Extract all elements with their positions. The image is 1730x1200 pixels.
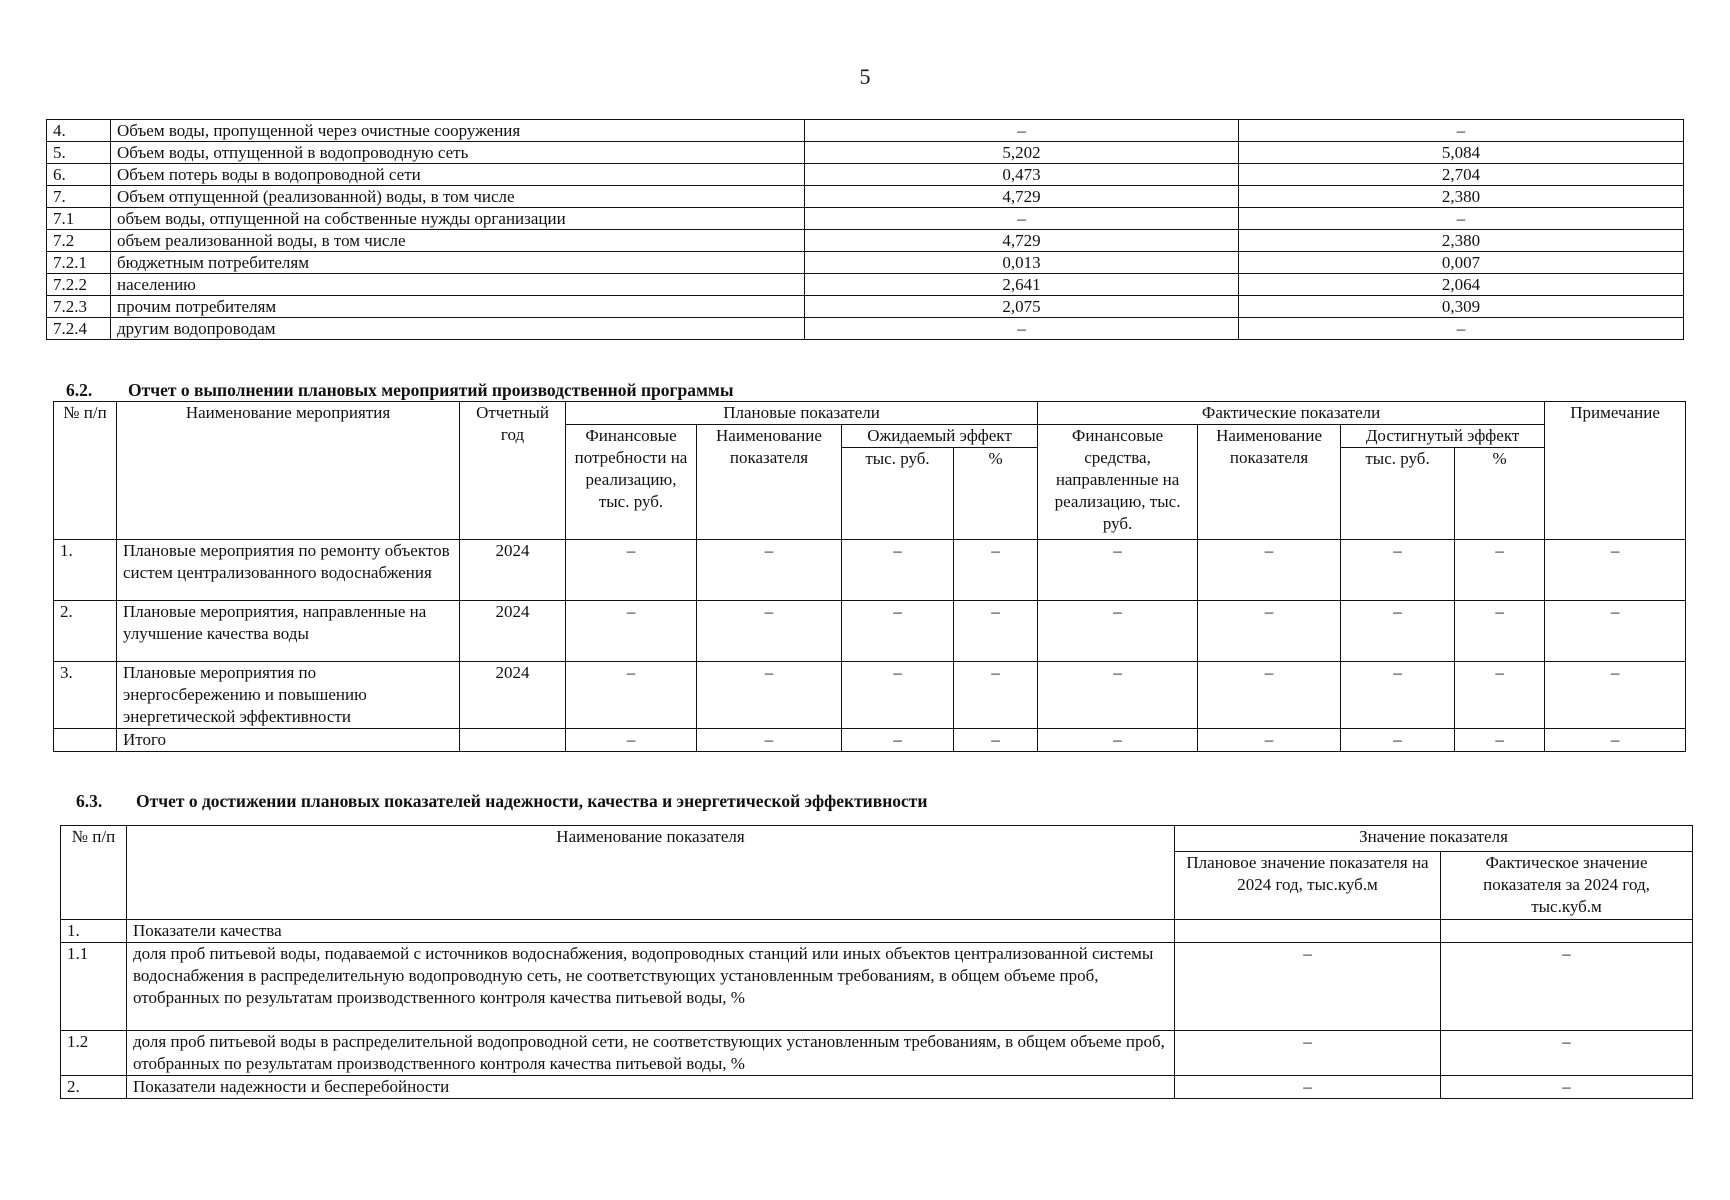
empty-cell: [54, 729, 117, 752]
dash-cell: –: [954, 540, 1038, 601]
planned-value: 4,729: [805, 230, 1239, 252]
row-number: 4.: [47, 120, 111, 142]
planned-value: –: [805, 208, 1239, 230]
table-row: [47, 252, 1684, 274]
dash-cell: –: [566, 540, 697, 601]
actual-value: –: [1239, 120, 1684, 142]
plan-value: [1175, 920, 1441, 943]
dash-cell: –: [1341, 729, 1455, 752]
dash-cell: –: [1198, 601, 1341, 662]
row-number: 7.2.3: [47, 296, 111, 318]
planned-value: –: [805, 318, 1239, 340]
dash-cell: –: [1341, 601, 1455, 662]
table-row: [47, 274, 1684, 296]
measure-name: Плановые мероприятия по ремонту объектов систем централизованного водоснабжения: [117, 540, 460, 601]
dash-cell: –: [1455, 601, 1545, 662]
actual-value: 2,380: [1239, 186, 1684, 208]
row-number: 5.: [47, 142, 111, 164]
table-row: [61, 920, 1693, 943]
dash-cell: –: [842, 540, 954, 601]
dash-cell: –: [1455, 662, 1545, 729]
actual-value: 2,704: [1239, 164, 1684, 186]
row-number: 7.2.2: [47, 274, 111, 296]
section-number: 6.3.: [76, 791, 103, 811]
note-header: Примечание: [1545, 402, 1686, 540]
report-year: 2024: [460, 540, 566, 601]
dash-cell: –: [697, 729, 842, 752]
table-row: [54, 662, 1686, 729]
row-number: 1.1: [61, 943, 127, 1031]
actual-value: 0,007: [1239, 252, 1684, 274]
row-number: 7.2.1: [47, 252, 111, 274]
row-number: 7.2: [47, 230, 111, 252]
plan-thous-rub-header: тыс. руб.: [842, 448, 954, 540]
plan-value-header: Плановое значение показателя на 2024 год, тыс.куб.м: [1175, 852, 1441, 920]
col-name-header: Наименование показателя: [127, 826, 1175, 920]
dash-cell: –: [1545, 601, 1686, 662]
expected-effect-header: Ожидаемый эффект: [842, 425, 1038, 448]
dash-cell: –: [842, 729, 954, 752]
fact-value: [1441, 920, 1693, 943]
dash-cell: –: [697, 601, 842, 662]
table-row: [47, 296, 1684, 318]
planned-value: –: [805, 120, 1239, 142]
row-name: бюджетным потребителям: [111, 252, 805, 274]
indicator-name: доля проб питьевой воды в распределительной водопроводной сети, не соответствующих установленным требованиям, в общем объеме проб, отобранных по результатам производственного контроля качества питьевой воды, %: [127, 1031, 1175, 1076]
planned-value: 4,729: [805, 186, 1239, 208]
table-row: [47, 230, 1684, 252]
col-name-header: Наименование мероприятия: [117, 402, 460, 540]
table-row: [61, 1076, 1693, 1099]
plan-percent-header: %: [954, 448, 1038, 540]
dash-cell: –: [1545, 729, 1686, 752]
section-title: Отчет о достижении плановых показателей надежности, качества и энергетической эффективности: [136, 791, 928, 811]
dash-cell: –: [1341, 540, 1455, 601]
indicator-name: Показатели качества: [127, 920, 1175, 943]
fact-thous-rub-header: тыс. руб.: [1341, 448, 1455, 540]
plan-value: –: [1175, 1031, 1441, 1076]
dash-cell: –: [1198, 662, 1341, 729]
table-row: [61, 943, 1693, 1031]
row-number: 2.: [54, 601, 117, 662]
actual-value: 0,309: [1239, 296, 1684, 318]
table-row: [47, 120, 1684, 142]
dash-cell: –: [566, 729, 697, 752]
planned-value: 0,473: [805, 164, 1239, 186]
fact-value-header: Фактическое значение показателя за 2024 год, тыс.куб.м: [1441, 852, 1693, 920]
row-name: прочим потребителям: [111, 296, 805, 318]
dash-cell: –: [1198, 729, 1341, 752]
section-6-3-heading: [76, 791, 927, 812]
row-number: 7.2.4: [47, 318, 111, 340]
row-number: 6.: [47, 164, 111, 186]
table-row: [47, 164, 1684, 186]
plan-value: –: [1175, 1076, 1441, 1099]
row-name: населению: [111, 274, 805, 296]
actual-value: 2,380: [1239, 230, 1684, 252]
achieved-effect-header: Достигнутый эффект: [1341, 425, 1545, 448]
indicator-name: Показатели надежности и бесперебойности: [127, 1076, 1175, 1099]
dash-cell: –: [1038, 729, 1198, 752]
col-num-header: № п/п: [54, 402, 117, 540]
report-year: 2024: [460, 662, 566, 729]
section-number: 6.2.: [66, 380, 93, 400]
table-row: [61, 1031, 1693, 1076]
fact-percent-header: %: [1455, 448, 1545, 540]
fact-value: –: [1441, 1031, 1693, 1076]
dash-cell: –: [1545, 662, 1686, 729]
table-row: [47, 208, 1684, 230]
planned-indicators-header: Плановые показатели: [566, 402, 1038, 425]
planned-value: 5,202: [805, 142, 1239, 164]
actual-indicators-header: Фактические показатели: [1038, 402, 1545, 425]
dash-cell: –: [1038, 540, 1198, 601]
fact-fin-header: Финансовые средства, направленные на реализацию, тыс. руб.: [1038, 425, 1198, 540]
planned-value: 0,013: [805, 252, 1239, 274]
actual-value: –: [1239, 208, 1684, 230]
fact-value: –: [1441, 1076, 1693, 1099]
measure-name: Плановые мероприятия по энергосбережению и повышению энергетической эффективности: [117, 662, 460, 729]
plan-fin-header: Финансовые потребности на реализацию, тыс. руб.: [566, 425, 697, 540]
table-row: [54, 540, 1686, 601]
planned-value: 2,641: [805, 274, 1239, 296]
dash-cell: –: [1198, 540, 1341, 601]
dash-cell: –: [1341, 662, 1455, 729]
col-year-header: Отчетный год: [460, 402, 566, 540]
plan-indicator-header: Наименование показателя: [697, 425, 842, 540]
dash-cell: –: [842, 601, 954, 662]
row-number: 1.2: [61, 1031, 127, 1076]
table-row: [47, 318, 1684, 340]
empty-cell: [460, 729, 566, 752]
actual-value: –: [1239, 318, 1684, 340]
actual-value: 2,064: [1239, 274, 1684, 296]
row-name: другим водопроводам: [111, 318, 805, 340]
dash-cell: –: [954, 729, 1038, 752]
row-name: Объем воды, пропущенной через очистные сооружения: [111, 120, 805, 142]
dash-cell: –: [566, 601, 697, 662]
measure-name: Плановые мероприятия, направленные на улучшение качества воды: [117, 601, 460, 662]
row-name: объем реализованной воды, в том числе: [111, 230, 805, 252]
dash-cell: –: [1455, 729, 1545, 752]
row-name: объем воды, отпущенной на собственные нужды организации: [111, 208, 805, 230]
row-number: 7.: [47, 186, 111, 208]
dash-cell: –: [954, 601, 1038, 662]
reliability-indicators-table: [60, 825, 1693, 1099]
actual-value: 5,084: [1239, 142, 1684, 164]
section-title: Отчет о выполнении плановых мероприятий производственной программы: [128, 380, 734, 400]
dash-cell: –: [1038, 601, 1198, 662]
total-row: [54, 729, 1686, 752]
water-volume-table: [46, 119, 1684, 340]
dash-cell: –: [1455, 540, 1545, 601]
row-name: Объем потерь воды в водопроводной сети: [111, 164, 805, 186]
table-row: [47, 186, 1684, 208]
table-row: [54, 601, 1686, 662]
col-num-header: № п/п: [61, 826, 127, 920]
value-header: Значение показателя: [1175, 826, 1693, 852]
row-number: 2.: [61, 1076, 127, 1099]
dash-cell: –: [954, 662, 1038, 729]
section-6-2-heading: [66, 380, 733, 401]
row-name: Объем отпущенной (реализованной) воды, в том числе: [111, 186, 805, 208]
fact-indicator-header: Наименование показателя: [1198, 425, 1341, 540]
dash-cell: –: [566, 662, 697, 729]
row-number: 3.: [54, 662, 117, 729]
planned-measures-table: [53, 401, 1686, 752]
dash-cell: –: [697, 662, 842, 729]
row-number: 7.1: [47, 208, 111, 230]
row-number: 1.: [54, 540, 117, 601]
dash-cell: –: [697, 540, 842, 601]
fact-value: –: [1441, 943, 1693, 1031]
dash-cell: –: [842, 662, 954, 729]
planned-value: 2,075: [805, 296, 1239, 318]
dash-cell: –: [1038, 662, 1198, 729]
plan-value: –: [1175, 943, 1441, 1031]
page-number: 5: [859, 64, 871, 89]
row-number: 1.: [61, 920, 127, 943]
table-row: [47, 142, 1684, 164]
total-label: Итого: [117, 729, 460, 752]
dash-cell: –: [1545, 540, 1686, 601]
row-name: Объем воды, отпущенной в водопроводную сеть: [111, 142, 805, 164]
report-year: 2024: [460, 601, 566, 662]
indicator-name: доля проб питьевой воды, подаваемой с источников водоснабжения, водопроводных станций или иных объектов централизованной системы водоснабжения в распределительную водопроводную сеть, не соответствующих установленным требованиям, в общем объеме проб, отобранных по результатам производственного контроля качества питьевой воды, %: [127, 943, 1175, 1031]
